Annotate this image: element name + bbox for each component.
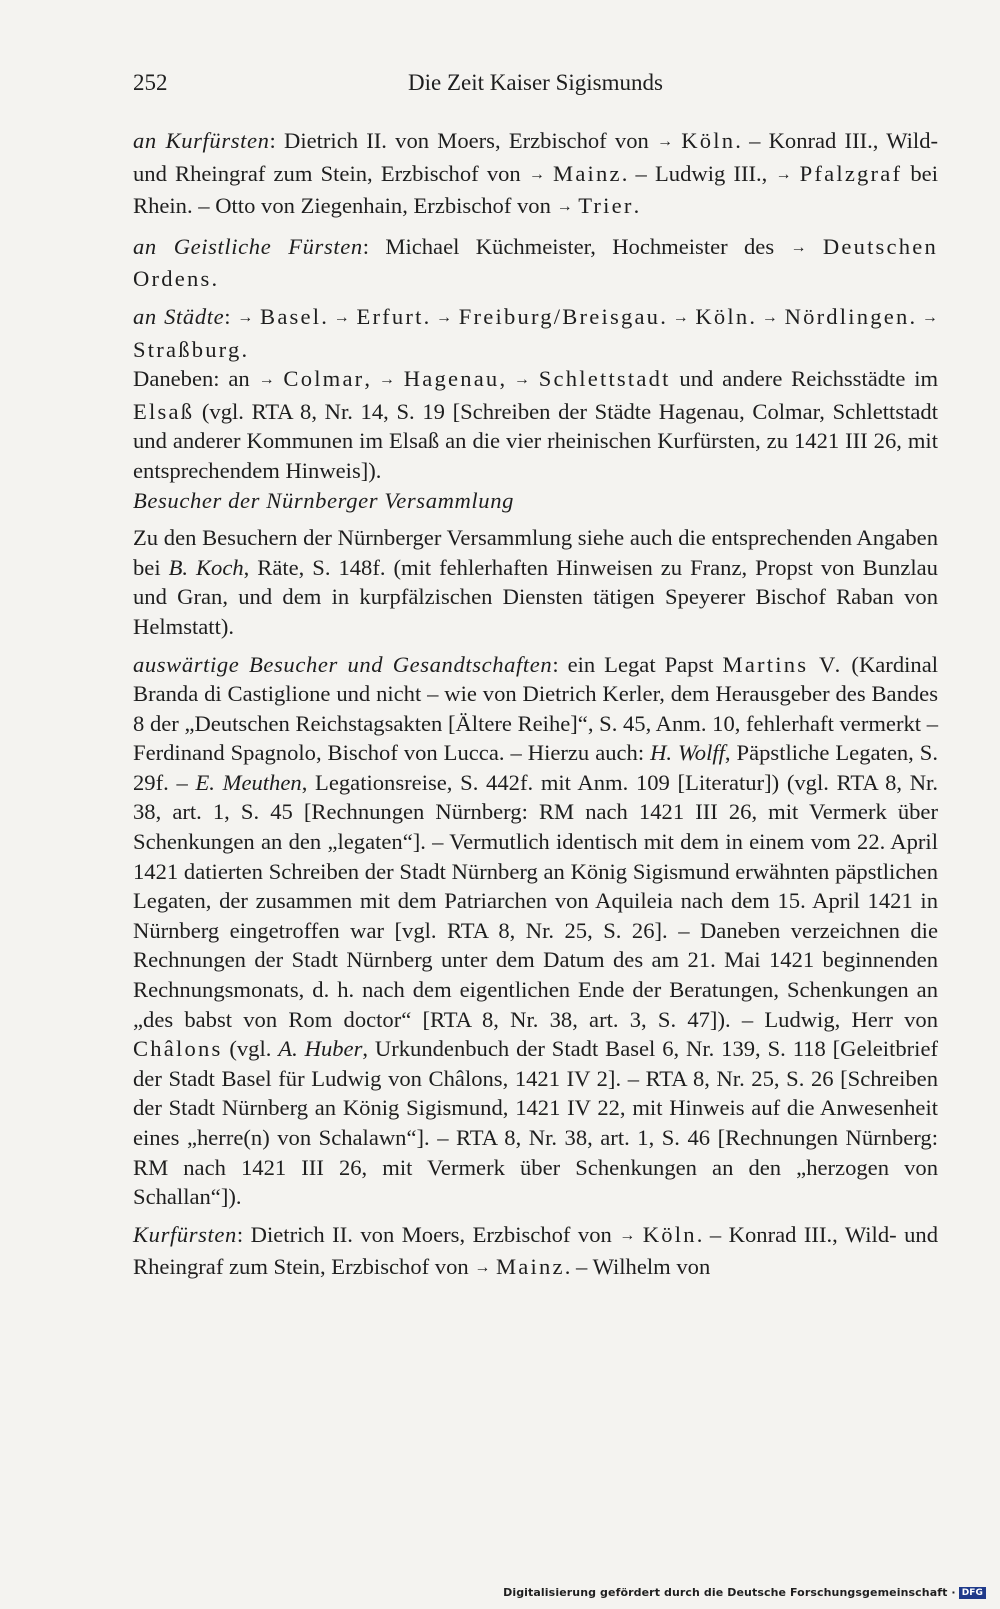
section-label: Kurfürsten <box>133 1221 237 1247</box>
cross-reference: Straßburg <box>133 336 242 362</box>
cross-reference: Erfurt <box>356 303 424 329</box>
paragraph-geistliche-fuersten: an Geistliche Fürsten: Michael Küchmeister, Hochmeister des → Deutschen Ordens. <box>133 233 938 292</box>
arrow-right-icon: → <box>761 308 778 326</box>
cross-reference: Freiburg/Breisgau <box>458 303 661 329</box>
cross-reference: Köln <box>695 303 750 329</box>
arrow-right-icon: → <box>258 371 275 389</box>
cross-reference: Deutschen Ordens <box>133 233 938 292</box>
section-label: an Geistliche Fürsten <box>133 233 363 259</box>
arrow-right-icon: → <box>333 308 350 326</box>
cross-reference: Elsaß <box>133 398 195 424</box>
paragraph-daneben: Daneben: an → Colmar, → Hagenau, → Schlettstadt und andere Reichsstädte im Elsaß (vgl. RTA 8, Nr. 14, S. 19 [Schreiben der Städte Hagenau, Colmar, Schlettstadt und anderer Kommunen im Elsaß an die vier rheinischen Kurfürsten, zu 1421 III 26, mit entsprechendem Hinweis]). <box>133 366 939 483</box>
person-name: Châlons <box>133 1036 223 1062</box>
paragraph-kurfuersten-visitors: Kurfürsten: Dietrich II. von Moers, Erzbischof von → Köln. – Konrad III., Wild- und Rheingraf zum Stein, Erzbischof von → Mainz. – Wilhelm von <box>133 1221 939 1280</box>
arrow-right-icon: → <box>378 371 395 389</box>
cross-reference: Mainz <box>496 1254 565 1280</box>
cross-reference: Schlettstadt <box>538 366 671 392</box>
arrow-right-icon: → <box>436 308 453 326</box>
arrow-right-icon: → <box>619 1226 636 1244</box>
person-name: Martins V. <box>722 651 843 677</box>
arrow-right-icon: → <box>657 133 674 150</box>
cross-reference: Pfalzgraf <box>799 160 903 186</box>
digitization-credit <box>503 1586 986 1599</box>
cross-reference: Mainz <box>553 160 622 186</box>
cross-reference: Köln <box>642 1221 697 1247</box>
arrow-right-icon: → <box>556 198 573 216</box>
cross-reference: Nördlingen <box>784 303 910 329</box>
arrow-right-icon: → <box>775 165 792 183</box>
arrow-right-icon: → <box>921 308 938 326</box>
paragraph-auswaertige-besucher: auswärtige Besucher und Gesandtschaften: ein Legat Papst Martins V. (Kardinal Branda di Castiglione und nicht – wie von Dietrich Kerler, dem Herausgeber des Bandes 8 der „Deutschen Reichstagsakten [Ältere Reihe]“, S. 45, Anm. 10, fehlerhaft vermerkt – Ferdinand Spagnolo, Bischof von Lucca. – Hierzu auch: H. Wolff, Päpstliche Legaten, S. 29f. – E. Meuthen, Legationsreise, S. 442f. mit Anm. 109 [Literatur]) (vgl. RTA 8, Nr. 38, art. 1, S. 45 [Rechnungen Nürnberg: RM nach 1421 III 26, mit Vermerk über Schenkungen an den „legaten“]. – Vermutlich identisch mit dem in einem vom 22. April 1421 datierten Schreiben der Stadt Nürnberg an König Sigismund erwähnten päpstlichen Legaten, der zusammen mit dem Patriarchen von Aquileia nach dem 15. April 1421 in Nürnberg eingetroffen war [vgl. RTA 8, Nr. 25, S. 26]. – Daneben verzeichnen die Rechnungen der Stadt Nürnberg unter dem Datum des am 21. Mai 1421 beginnenden Rechnungsmonats, d. h. nach dem eigentlichen Ende der Beratungen, Schenkungen an „des babst von Rom doctor“ [RTA 8, Nr. 38, art. 3, S. 47]). – Ludwig, Herr von Châlons (vgl. A. Huber, Urkundenbuch der Stadt Basel 6, Nr. 139, S. 118 [Geleitbrief der Stadt Basel für Ludwig von Châlons, 1421 IV 2]. – RTA 8, Nr. 25, S. 26 [Schreiben der Stadt Nürnberg an König Sigismund, 1421 IV 22, mit Hinweis auf die Anwesenheit eines „herre(n) von Schalawn“]. – RTA 8, Nr. 38, art. 1, S. 46 [Rechnungen Nürnberg: RM nach 1421 III 26, mit Vermerk über Schenkungen an den „herzogen von Schallan“]). <box>133 651 939 1210</box>
section-label: auswärtige Besucher und Gesandtschaften <box>133 651 553 677</box>
author-name: B. Koch <box>168 554 244 580</box>
page-number: 252 <box>133 70 168 95</box>
cross-reference: Hagenau <box>403 366 500 392</box>
arrow-right-icon: → <box>528 165 545 183</box>
cross-reference: Köln <box>681 128 736 153</box>
arrow-right-icon: → <box>672 308 689 326</box>
paragraph-kurfuersten-recipients: an Kurfürsten: Dietrich II. von Moers, Erzbischof von → Köln. – Konrad III., Wild- und Rheingraf zum Stein, Erzbischof von → Mainz. – Ludwig III., → Pfalzgraf bei Rhein. – Otto von Ziegenhain, Erzbischof von → Trier. <box>133 128 939 219</box>
body-text <box>133 126 938 1285</box>
arrow-right-icon: → <box>790 238 807 256</box>
paragraph-staedte: an Städte: → Basel. → Erfurt. → Freiburg/Breisgau. → Köln. → Nördlingen. → Straßburg. <box>133 303 938 362</box>
section-label: an Kurfürsten <box>133 128 270 153</box>
author-name: E. Meuthen <box>195 769 302 795</box>
arrow-right-icon: → <box>513 371 530 389</box>
cross-reference: Basel <box>260 303 322 329</box>
credit-text: Digitalisierung gefördert durch die Deutsche Forschungsgemeinschaft · <box>503 1586 956 1599</box>
arrow-right-icon: → <box>237 308 254 326</box>
author-name: A. Huber <box>278 1036 363 1062</box>
arrow-right-icon: → <box>474 1259 491 1277</box>
running-head: Die Zeit Kaiser Sigismunds <box>408 70 663 95</box>
page-header <box>133 70 938 102</box>
cross-reference: Colmar <box>283 366 365 392</box>
paragraph-besucher-intro: Zu den Besuchern der Nürnberger Versammlung siehe auch die entsprechenden Angaben bei B. Koch, Räte, S. 148f. (mit fehlerhaften Hinweisen zu Franz, Propst von Bunzlau und Gran, und dem in kurpfälzischen Diensten tätigen Speyerer Bischof Raban von Helmstatt). <box>133 525 938 639</box>
section-label: an Städte <box>133 303 225 329</box>
dfg-logo: DFG <box>959 1587 986 1599</box>
cross-reference: Trier <box>578 193 634 219</box>
author-name: H. Wolff <box>650 740 725 766</box>
section-heading: Besucher der Nürnberger Versammlung <box>133 487 514 513</box>
